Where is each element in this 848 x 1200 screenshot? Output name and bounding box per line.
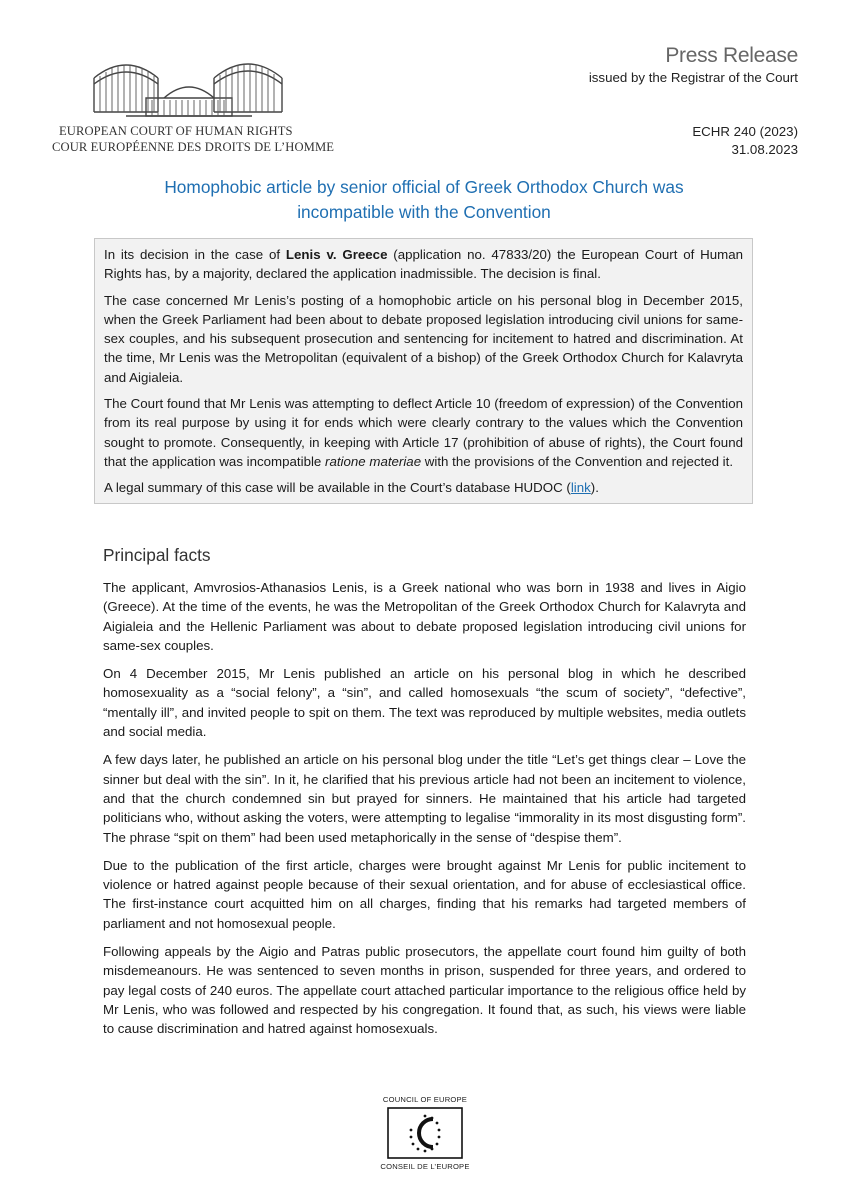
summary-paragraph-1: In its decision in the case of Lenis v. Greece (application no. 47833/20) the European Court of Human Rights has, by a majority, declared the application inadmissible. The decision is final. [104, 247, 743, 282]
summary-paragraph-2: The case concerned Mr Lenis’s posting of a homophobic article on his personal blog in December 2015, when the Greek Parliament had been about to debate proposed legislation introducing civil unions for same-sex couples, and his subsequent prosecution and sentencing for incitement to hatred and discrimination. At the time, Mr Lenis was the Metropolitan (equivalent of a bishop) of the Greek Orthodox Church for Kalavryta and Aigialeia. [104, 292, 743, 385]
facts-paragraph: Following appeals by the Aigio and Patras public prosecutors, the appellate court found him guilty of both misdemeanours. He was sentenced to seven months in prison, suspended for three years, and ordered to pay legal costs of 240 euros. The appellate court attached particular importance to the religious office held by Mr Lenis, who was followed and respected by his congregation. It found that, as such, his views were liable to cause discrimination and hatred against homosexuals. [103, 944, 746, 1037]
council-of-europe-logo [375, 1095, 475, 1171]
court-building-icon [86, 48, 291, 120]
case-name: Lenis v. Greece [285, 247, 388, 262]
hudoc-link[interactable]: link [570, 480, 591, 496]
summary-box [94, 238, 753, 504]
coe-name-fr: CONSEIL DE L’EUROPE [380, 1162, 470, 1171]
summary-paragraph-3: The Court found that Mr Lenis was attempting to deflect Article 10 (freedom of expression) of the Convention from its real purpose by using it for ends which were clearly contrary to the values which the Convention sought to promote. Consequently, in keeping with Article 17 (prohibition of abuse of rights), the Court found that the application was incompatible ratione materiae with the provisions of the Convention and rejected it. [104, 396, 743, 469]
page-title [100, 175, 748, 225]
court-name-en: EUROPEAN COURT OF HUMAN RIGHTS [59, 124, 293, 138]
section-heading: Principal facts [103, 545, 211, 565]
facts-paragraph: Due to the publication of the first article, charges were brought against Mr Lenis for public incitement to violence or hatred against people because of their sexual orientation, and for abuse of ecclesiastical office. The first-instance court acquitted him on all charges, finding that his remarks had targeted members of parliament and not homosexual people. [103, 857, 746, 931]
press-release-subtitle: issued by the Registrar of the Court [588, 70, 798, 85]
facts-paragraph: A few days later, he published an article on his personal blog under the title “Let’s get things clear – Love the sinner but deal with the sin”. In it, he clarified that his previous article had not been an incitement to violence, and that the church condemned sin but prayed for sinners. He maintained that his article had targeted politicians who, without asking the voters, were attempting to legalise “immorality in its most disgusting form”. The phrase “spit on them” had been used metaphorically in the sense of “despise them”. [103, 752, 746, 845]
court-logo [52, 48, 335, 155]
principal-facts-body [103, 578, 746, 1039]
court-name-fr: COUR EUROPÉENNE DES DROITS DE L’HOMME [52, 140, 335, 154]
summary-paragraph-4: A legal summary of this case will be available in the Court’s database HUDOC (link). [104, 480, 599, 496]
reference-number: ECHR 240 (2023) [692, 124, 798, 139]
release-date: 31.08.2023 [731, 142, 798, 157]
title-line-1: Homophobic article by senior official of Greek Orthodox Church was [164, 177, 684, 197]
council-of-europe-emblem-icon [387, 1107, 463, 1159]
coe-name-en: COUNCIL OF EUROPE [382, 1095, 468, 1104]
reference-block [692, 123, 798, 159]
press-release-header [589, 44, 798, 85]
press-release-title: Press Release [665, 44, 798, 67]
facts-paragraph: On 4 December 2015, Mr Lenis published an article on his personal blog in which he described homosexuality as a “social felony”, a “sin”, and called homosexuals “the scum of society”, “defective”, “mentally ill”, and invited people to spit on them. The text was reproduced by multiple websites, media outlets and social media. [103, 666, 746, 740]
facts-paragraph: The applicant, Amvrosios-Athanasios Lenis, is a Greek national who was born in 1938 and lives in Aigio (Greece). At the time of the events, he was the Metropolitan of the Greek Orthodox Church for Kalavryta and Aigialeia and the Hellenic Parliament was about to debate proposed legislation introducing civil unions for same-sex couples. [103, 580, 746, 653]
title-line-2: incompatible with the Convention [297, 202, 551, 222]
